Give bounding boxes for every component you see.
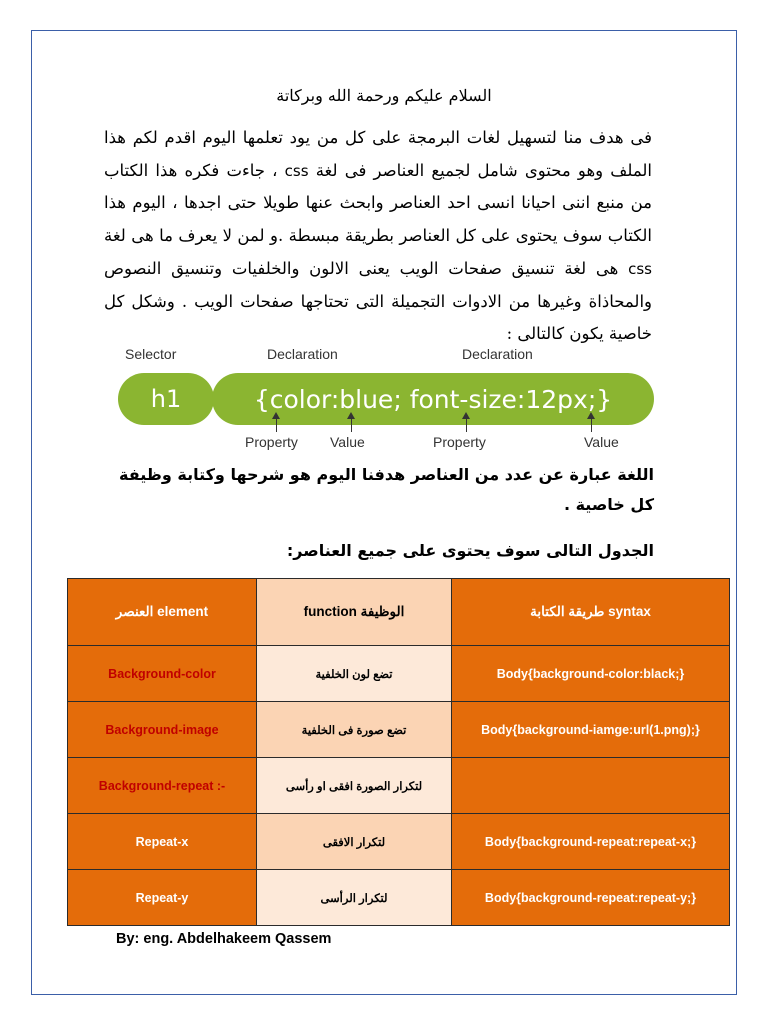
- declaration-label-2: Declaration: [462, 346, 533, 362]
- header-function: الوظيفة function: [257, 579, 452, 646]
- intro-paragraph: [104, 122, 652, 351]
- cell-function: لتكرار الصورة افقى او رأسى: [257, 758, 452, 814]
- selector-label: Selector: [125, 346, 177, 362]
- table-row: [68, 646, 730, 702]
- cell-element: Background-repeat :-: [68, 758, 257, 814]
- cell-function: تضع لون الخلفية: [257, 646, 452, 702]
- css-term-2: css: [628, 259, 652, 278]
- value-label-1: Value: [330, 434, 365, 450]
- description: اللغة عبارة عن عدد من العناصر هدفنا اليوم هو شرحها وكتابة وظيفة كل خاصية .: [119, 465, 654, 514]
- header-element: العنصر element: [68, 579, 257, 646]
- table-row: [68, 702, 730, 758]
- arrow-up-icon: [351, 414, 352, 432]
- author-footer: By: eng. Abdelhakeem Qassem: [116, 931, 332, 947]
- declaration-pill: {color:blue; font-size:12px;}: [212, 373, 654, 425]
- cell-function: لتكرار الافقى: [257, 814, 452, 870]
- cell-element: Repeat-y: [68, 870, 257, 926]
- cell-function: لتكرار الرأسى: [257, 870, 452, 926]
- intro-part-2: ، جاءت فكره هذا الكتاب من منبع اننى احيانا انسى احد العناصر وابحث عنها طويلا حتى اجدها ، اليوم هذا الكتاب سوف يحتوى على كل العناصر بطريقة مبسطة .و لمن لا يعرف ما هى لغة: [104, 160, 652, 246]
- intro-part-1: فى هدف منا لتسهيل لغات البرمجة على كل من يود تعلمها اليوم اقدم لكم هذا الملف وهو محتوى شامل لجميع العناصر فى لغة: [104, 128, 652, 180]
- elements-table: [67, 578, 730, 926]
- table-row: [68, 814, 730, 870]
- arrow-up-icon: [466, 414, 467, 432]
- css-syntax-diagram: [110, 340, 670, 460]
- arrow-up-icon: [276, 414, 277, 432]
- cell-syntax: [452, 758, 730, 814]
- header-syntax: طريقة الكتابة syntax: [452, 579, 730, 646]
- table-intro: الجدول التالى سوف يحتوى على جميع العناصر:: [286, 541, 654, 560]
- table-row: [68, 758, 730, 814]
- css-term-1: css: [284, 161, 309, 180]
- table-row: [68, 870, 730, 926]
- value-label-2: Value: [584, 434, 619, 450]
- property-label-1: Property: [245, 434, 298, 450]
- cell-syntax: Body{background-iamge:url(1.png);}: [452, 702, 730, 758]
- cell-syntax: Body{background-repeat:repeat-y;}: [452, 870, 730, 926]
- selector-pill: h1: [118, 373, 214, 425]
- table-header-row: [68, 579, 730, 646]
- greeting: السلام عليكم ورحمة الله وبركاتة: [276, 86, 492, 105]
- cell-syntax: Body{background-color:black;}: [452, 646, 730, 702]
- cell-syntax: Body{background-repeat:repeat-x;}: [452, 814, 730, 870]
- cell-function: تضع صورة فى الخلفية: [257, 702, 452, 758]
- cell-element: Background-image: [68, 702, 257, 758]
- cell-element: Repeat-x: [68, 814, 257, 870]
- declaration-label-1: Declaration: [267, 346, 338, 362]
- intro-part-3: هى لغة تنسيق صفحات الويب يعنى الالون والخلفيات وتنسيق النصوص والمحاذاة وغيرها من الادوات التجميلة التى تحتاجها صفحات الويب . وشكل كل خاصية يكون كالتالى :: [104, 258, 652, 344]
- arrow-up-icon: [591, 414, 592, 432]
- property-label-2: Property: [433, 434, 486, 450]
- cell-element: Background-color: [68, 646, 257, 702]
